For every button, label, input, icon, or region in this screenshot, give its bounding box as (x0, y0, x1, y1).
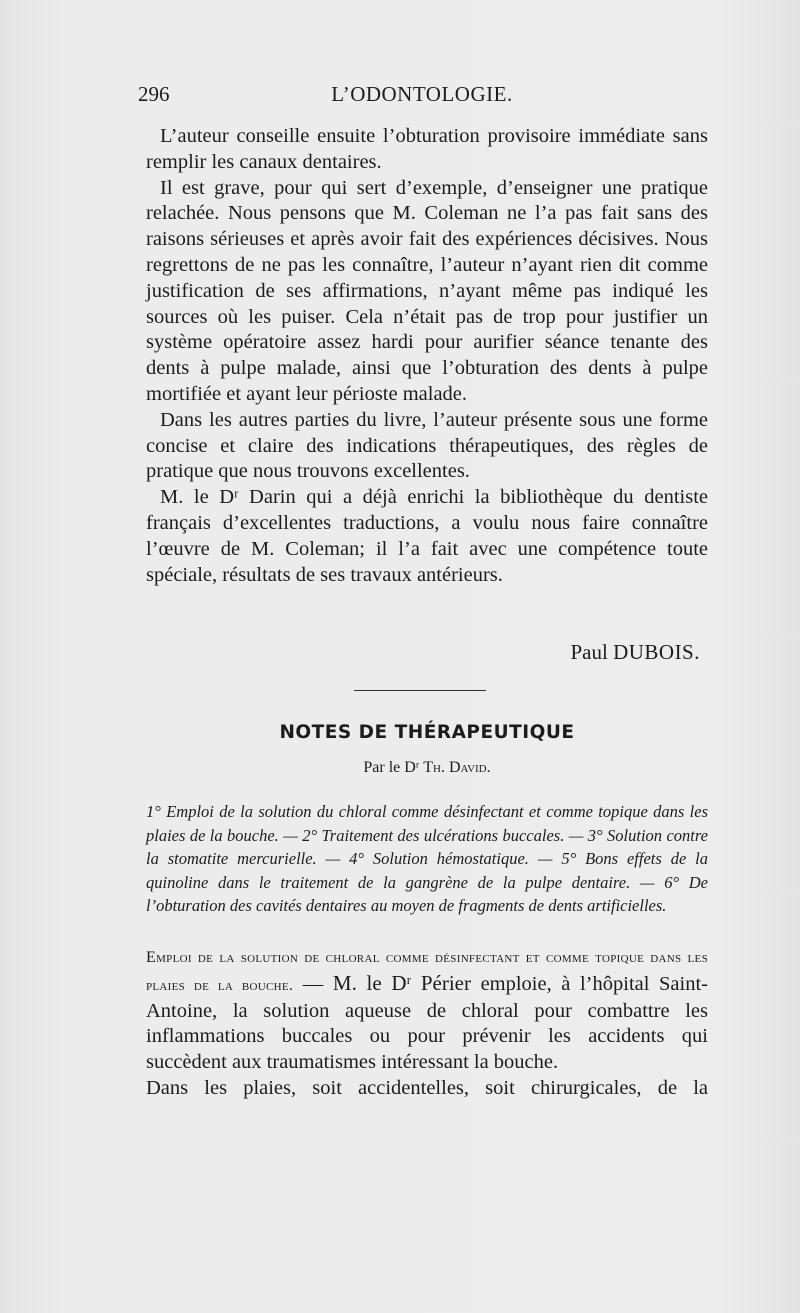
paragraph-other-parts: Dans les autres parties du livre, l’auteur présente sous une forme concise et claire des indications thérapeutiques, des règles de pratique que nous trouvons excellentes. (146, 408, 708, 483)
signature-first-name: Paul (570, 640, 608, 664)
paragraph-chloral-text: emploie, à l’hôpital Saint-Antoine, la solution aqueuse de chloral pour combattre les inflammations buccales ou pour prévenir les accidents qui succèdent aux traumatismes intéressant la bouche. (146, 972, 709, 1074)
therapeutics-text (146, 944, 708, 1102)
author-signature (146, 640, 708, 665)
heading-dash: — (293, 972, 333, 995)
page-header (138, 82, 706, 112)
subsection-heading: Emploi de la solution de chloral comme désinfectant et comme topique dans les plaies de la bouche. (146, 949, 708, 994)
section-summary: 1° Emploi de la solution du chloral comme désinfectant et comme topique dans les plaies de la bouche. — 2° Traitement des ulcérations buccales. — 3° Solution contre la stomatite mercurielle. — 4° Solution hémostatique. — 5° Bons effets de la quinoline dans le traitement de la gangrène de la pulpe dentaire. — 6° De l’obturation des cavités dentaires au moyen de fragments de dents artificielles. (146, 802, 708, 916)
paragraph-obturation: L’auteur conseille ensuite l’obturation provisoire immédiate sans remplir les canaux dentaires. (146, 125, 708, 173)
section-divider (354, 690, 486, 691)
paragraph-chloral (146, 944, 708, 1076)
signature-surname: DUBOIS. (613, 640, 700, 664)
review-text (146, 124, 708, 588)
running-title: L’ODONTOLOGIE. (331, 82, 513, 106)
page-number: 296 (138, 82, 170, 106)
paragraph-translator: M. le Dʳ Darin qui a déjà enrichi la bibliothèque du dentiste français d’excellentes traductions, a voulu nous faire connaître l’œuvre de M. Coleman; il l’a fait avec une compétence toute spéciale, résultats de ses travaux antérieurs. (146, 486, 708, 586)
paragraph-wounds: Dans les plaies, soit accidentelles, soit chirurgicales, de la (146, 1076, 708, 1099)
section-byline (146, 759, 708, 777)
byline-prefix: Par le Dʳ (363, 759, 420, 776)
byline-name: Th. David. (423, 759, 491, 776)
paragraph-lead: M. le Dʳ Périer (332, 970, 471, 995)
paragraph-critique: Il est grave, pour qui sert d’exemple, d’enseigner une pratique relachée. Nous pensons que M. Coleman ne l’a pas fait sans des raisons sérieuses et après avoir fait des expériences décisives. Nous regrettons de ne pas les connaître, l’auteur n’ayant rien dit comme justification de ses affirmations, n’ayant même pas indiqué les sources où les puiser. Cela n’était pas de trop pour justifier un système opératoire assez hardi pour aurifier séance tenante des dents à pulpe malade, ainsi que l’obturation des dents à pulpe mortifiée et ayant leur périoste malade. (146, 176, 708, 405)
section-title: NOTES DE THÉRAPEUTIQUE (279, 722, 575, 743)
